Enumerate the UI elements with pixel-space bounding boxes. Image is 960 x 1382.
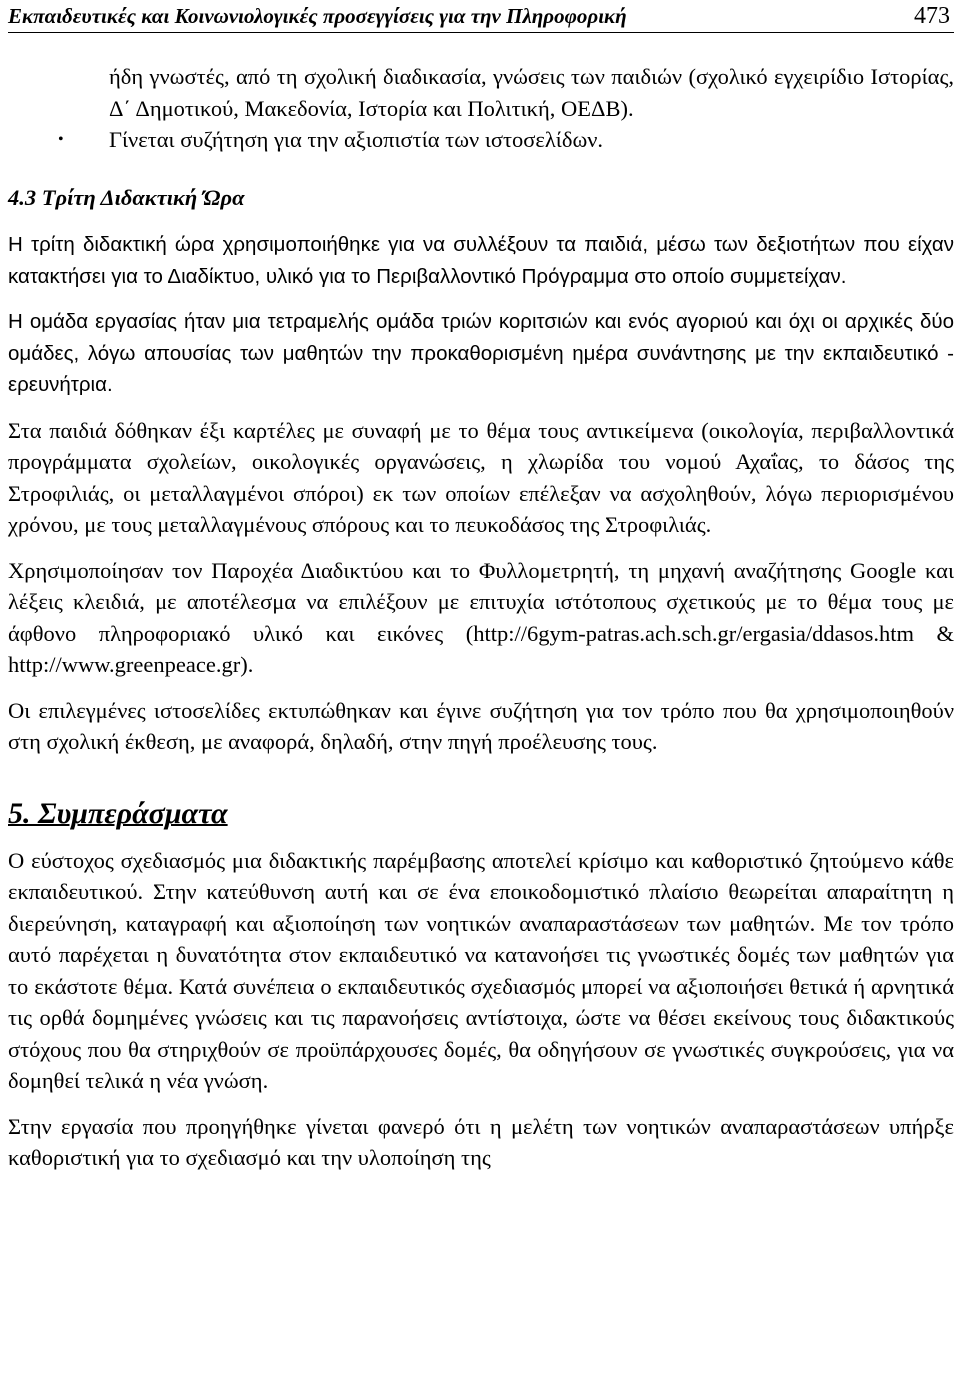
paragraph: Η ομάδα εργασίας ήταν μια τετραμελής ομάδα τριών κοριτσιών και ενός αγοριού και όχι οι αρχικές δύο ομάδες, λόγω απουσίας των μαθητών την προκαθορισμένη ημέρα συνάντησης με την εκπαιδευτικό - ερευνήτρια.	[8, 310, 954, 396]
bullet-text: Γίνεται συζήτηση για την αξιοπιστία των ιστοσελίδων.	[109, 127, 604, 152]
section-heading: 5. Συμπεράσματα	[8, 796, 228, 830]
bullet-icon: •	[58, 131, 64, 148]
page-number: 473	[914, 3, 950, 29]
paragraph: Χρησιμοποίησαν τον Παροχέα Διαδικτύου και το Φυλλομετρητή, τη μηχανή αναζήτησης Google και λέξεις κλειδιά, με αποτέλεσμα να επιλέξουν με επιτυχία ιστότοπους σχετικούς με το θέμα τους με άφθονο πληροφοριακό υλικό και εικόνες (http://6gym-patras.ach.sch.gr/ergasia/ddasos.htm & http://www.greenpeace.gr).	[8, 557, 954, 677]
paragraph: Οι επιλεγμένες ιστοσελίδες εκτυπώθηκαν και έγινε συζήτηση για τον τρόπο που θα χρησιμοποιηθούν στη σχολική έκθεση, με αναφορά, δηλαδή, στην πηγή προέλευσης τους.	[8, 697, 954, 754]
paragraph: Στα παιδιά δόθηκαν έξι καρτέλες με συναφή με το θέμα τους αντικείμενα (οικολογία, περιβαλλοντικά προγράμματα σχολείων, οικολογικές οργανώσεις, η χλωρίδα του νομού Αχαΐας, το δάσος της Στροφιλιάς, οι μεταλλαγμένοι σπόροι) εκ των οποίων επέλεξαν να ασχοληθούν, λόγω περιορισμένου χρόνου, με τους μεταλλαγμένους σπόρους και το πευκοδάσος της Στροφιλιάς.	[8, 417, 954, 537]
paragraph: Ο εύστοχος σχεδιασμός μια διδακτικής παρέμβασης αποτελεί κρίσιμο και καθοριστικό ζητούμενο κάθε εκπαιδευτικού. Στην κατεύθυνση αυτή και σε ένα εποικοδομιστικό πλαίσιο θεωρείται απαραίτητη η διερεύνηση, καταγραφή και αξιοποίηση των νοητικών αναπαραστάσεων των μαθητών. Με τον τρόπο αυτό παρέχεται η δυνατότητα στον εκπαιδευτικό να κατανοήσει τις γνωστικές δομές των μαθητών για το εκάστοτε θέμα. Κατά συνέπεια ο εκπαιδευτικός σχεδιασμός μπορεί να αξιοποιήσει θετικά ή αρνητικά τις ορθά δομημένες γνώσεις και τις παρανοήσεις αντίστοιχα, ώστε να θέσει εκείνους τους διδακτικούς στόχους που θα στηριχθούν σε προϋπάρχουσες δομές, θα οδηγήσουν σε γνωστικές συγκρούσεις, για να δομηθεί τελικά η νέα γνώση.	[8, 847, 954, 1093]
bullet-list-item	[8, 124, 954, 156]
continued-paragraph: ήδη γνωστές, από τη σχολική διαδικασία, γνώσεις των παιδιών (σχολικό εγχειρίδιο Ιστορίας, Δ΄ Δημοτικού, Μακεδονία, Ιστορία και Πολιτική, ΟΕΔΒ).	[109, 64, 954, 121]
subsection-heading: 4.3 Τρίτη Διδακτική Ώρα	[8, 184, 245, 210]
running-header	[8, 2, 954, 33]
paragraph: Η τρίτη διδακτική ώρα χρησιμοποιήθηκε για να συλλέξουν τα παιδιά, μέσω των δεξιοτήτων που είχαν κατακτήσει για το Διαδίκτυο, υλικό για το Περιβαλλοντικό Πρόγραμμα στο οποίο συμμετείχαν.	[8, 233, 954, 288]
paragraph: Στην εργασία που προηγήθηκε γίνεται φανερό ότι η μελέτη των νοητικών αναπαραστάσεων υπήρξε καθοριστική για το σχεδιασμό και την υλοποίηση της	[8, 1113, 954, 1170]
running-header-title: Εκπαιδευτικές και Κοινωνιολογικές προσεγγίσεις για την Πληροφορική	[8, 4, 627, 28]
